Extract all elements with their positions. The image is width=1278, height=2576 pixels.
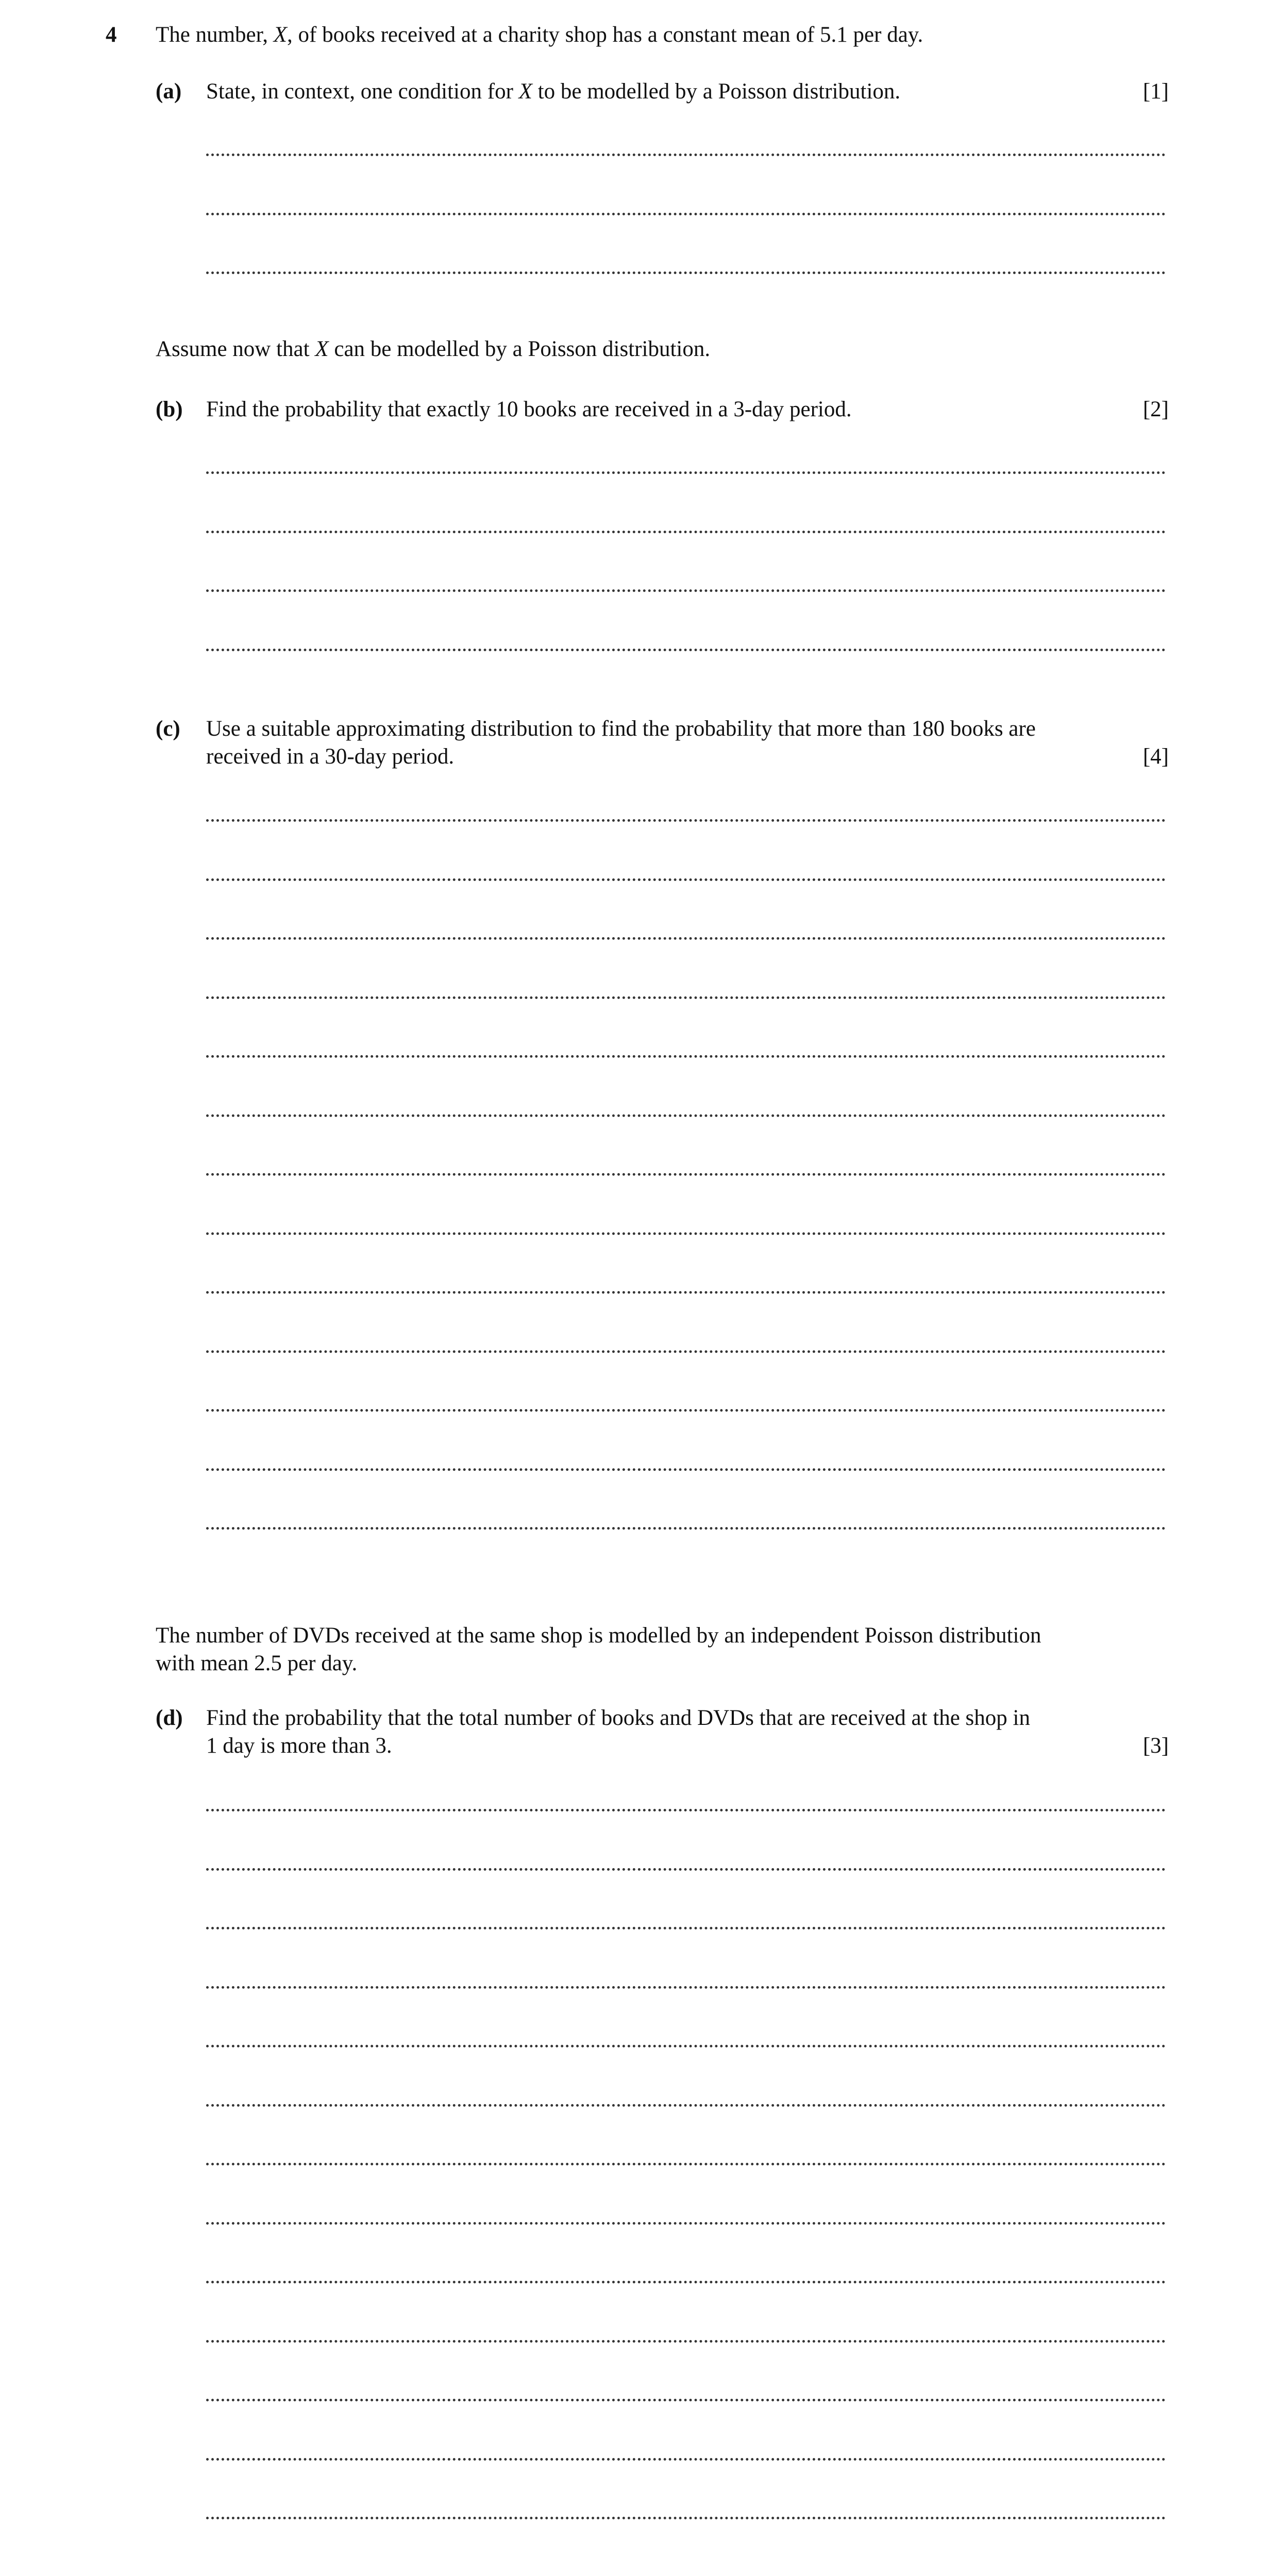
answer-line[interactable]	[206, 1986, 1166, 1989]
answer-line[interactable]	[206, 1927, 1166, 1929]
question-stem-end: , of books received at a charity shop has a constant mean of 5.1 per day.	[287, 23, 923, 47]
part-b-label: (b)	[156, 397, 183, 421]
answer-line[interactable]	[206, 1409, 1166, 1412]
part-a-label: (a)	[156, 79, 182, 104]
answer-line[interactable]	[206, 1232, 1166, 1235]
answer-line[interactable]	[206, 1291, 1166, 1294]
answer-line[interactable]	[206, 1055, 1166, 1058]
question-stem	[156, 21, 1171, 49]
question-variable: X	[273, 23, 288, 47]
part-c-text-line2: received in a 30-day period.	[206, 744, 455, 769]
part-a-text-end: to be modelled by a Poisson distribution.	[532, 79, 901, 104]
answer-line[interactable]	[206, 154, 1166, 156]
question-stem-start: The number,	[156, 23, 274, 47]
part-a-marks: [1]	[1142, 79, 1169, 104]
answer-line[interactable]	[206, 2104, 1166, 2107]
answer-line[interactable]	[206, 2458, 1166, 2461]
part-c-answer-area[interactable]	[206, 819, 1166, 1532]
question-number: 4	[106, 23, 117, 47]
answer-line[interactable]	[206, 1809, 1166, 1811]
part-a-text	[206, 77, 1170, 106]
part-d-marks: [3]	[1142, 1734, 1169, 1758]
answer-line[interactable]	[206, 2281, 1166, 2283]
answer-line[interactable]	[206, 2340, 1166, 2343]
answer-line[interactable]	[206, 1114, 1166, 1117]
answer-line[interactable]	[206, 1527, 1166, 1530]
answer-line[interactable]	[206, 589, 1166, 592]
answer-line[interactable]	[206, 1868, 1166, 1871]
assumption-text-end: can be modelled by a Poisson distribution.	[328, 337, 711, 361]
answer-line[interactable]	[206, 2517, 1166, 2519]
answer-line[interactable]	[206, 1468, 1166, 1471]
part-d-answer-area[interactable]	[206, 1809, 1166, 2576]
part-b-marks: [2]	[1142, 397, 1169, 421]
assumption-text-start: Assume now that	[156, 337, 315, 361]
answer-line[interactable]	[206, 471, 1166, 474]
answer-line[interactable]	[206, 2045, 1166, 2047]
answer-line[interactable]	[206, 937, 1166, 940]
part-a-variable: X	[518, 79, 532, 104]
answer-line[interactable]	[206, 878, 1166, 881]
answer-line[interactable]	[206, 996, 1166, 999]
answer-line[interactable]	[206, 531, 1166, 533]
answer-line[interactable]	[206, 2399, 1166, 2401]
part-d-label: (d)	[156, 1706, 183, 1730]
part-d-text-line1: Find the probability that the total number of books and DVDs that are received at the shop in	[206, 1706, 1030, 1730]
part-c-label: (c)	[156, 717, 180, 741]
assumption-text	[156, 335, 1171, 364]
assumption-variable: X	[315, 337, 329, 361]
part-c-marks: [4]	[1142, 744, 1169, 769]
answer-line[interactable]	[206, 2163, 1166, 2165]
answer-line[interactable]	[206, 213, 1166, 215]
dvd-info-line2: with mean 2.5 per day.	[156, 1651, 358, 1675]
part-b-answer-area[interactable]	[206, 471, 1166, 654]
part-a-text-start: State, in context, one condition for	[206, 79, 519, 104]
answer-line[interactable]	[206, 819, 1166, 822]
dvd-info-line1: The number of DVDs received at the same shop is modelled by an independent Poisson distribution	[156, 1623, 1041, 1648]
part-c-text-line1: Use a suitable approximating distribution to find the probability that more than 180 books are	[206, 717, 1036, 741]
answer-line[interactable]	[206, 2222, 1166, 2225]
part-b-text: Find the probability that exactly 10 books are received in a 3-day period.	[206, 397, 852, 421]
answer-line[interactable]	[206, 649, 1166, 651]
part-d-text-line2: 1 day is more than 3.	[206, 1734, 392, 1758]
part-a-answer-area[interactable]	[206, 154, 1166, 277]
answer-line[interactable]	[206, 1173, 1166, 1176]
answer-line[interactable]	[206, 1350, 1166, 1353]
answer-line[interactable]	[206, 272, 1166, 274]
